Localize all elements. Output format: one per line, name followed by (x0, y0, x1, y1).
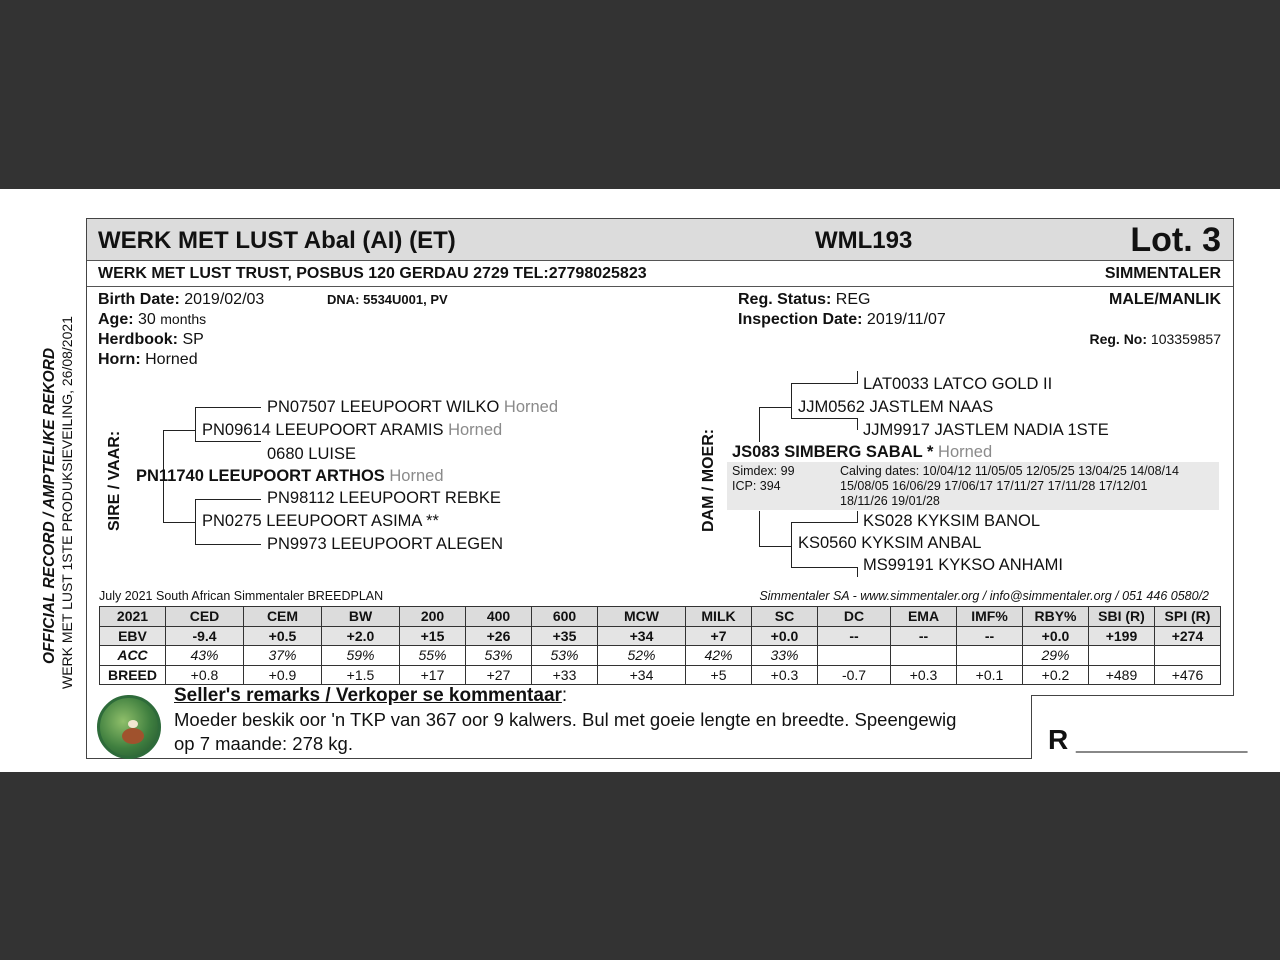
row-label-cell: 2021 (100, 607, 166, 627)
table-cell: MCW (598, 607, 686, 627)
accuracy-row (100, 646, 1221, 666)
table-cell (818, 646, 891, 666)
row-label-cell: EBV (100, 626, 166, 646)
lot-number: Lot. 3 (1130, 221, 1221, 259)
table-cell: -- (957, 626, 1023, 646)
ebv-header-row (100, 607, 1221, 627)
age-row (98, 311, 206, 329)
simmentaler-logo (97, 695, 161, 759)
table-cell: CED (166, 607, 244, 627)
table-cell: +0.2 (1023, 665, 1089, 685)
table-cell: +274 (1155, 626, 1221, 646)
card-header (87, 219, 1233, 261)
table-cell: +0.3 (752, 665, 818, 685)
table-cell: SBI (R) (1089, 607, 1155, 627)
remarks-title: Seller's remarks / Verkoper se kommentaar (174, 685, 562, 706)
table-cell: 52% (598, 646, 686, 666)
dam-sire-dam: JJM9917 JASTLEM NADIA 1STE (863, 421, 1109, 439)
table-cell: MILK (686, 607, 752, 627)
table-cell: EMA (891, 607, 957, 627)
table-cell: +17 (400, 665, 466, 685)
table-cell: 53% (466, 646, 532, 666)
sire-dam-dam: PN9973 LEEUPOORT ALEGEN (267, 535, 504, 553)
pedigree-line (163, 522, 195, 523)
table-cell: 29% (1023, 646, 1089, 666)
horn-value: Horned (145, 351, 198, 368)
table-cell: +489 (1089, 665, 1155, 685)
reg-status-row (738, 291, 870, 309)
table-cell: 37% (244, 646, 322, 666)
table-cell: DC (818, 607, 891, 627)
dam-dam: KS0560 KYKSIM ANBAL (798, 534, 982, 552)
birth-date-value: 2019/02/03 (184, 291, 265, 308)
table-cell (1089, 646, 1155, 666)
table-cell: +2.0 (322, 626, 400, 646)
breed-name: SIMMENTALER (1104, 265, 1221, 282)
pedigree-line (759, 511, 760, 547)
pedigree-line (791, 522, 792, 568)
dam-sire: JJM0562 JASTLEM NAAS (798, 398, 994, 416)
calving-info-box (727, 462, 1219, 510)
pedigree-line (195, 407, 196, 442)
row-label-cell: BREED (100, 665, 166, 685)
table-cell: +7 (686, 626, 752, 646)
table-cell: +34 (598, 665, 686, 685)
simdex-value: Simdex: 99 (732, 464, 795, 478)
dam-sire-sire: LAT0033 LATCO GOLD II (863, 375, 1053, 393)
sire-name: PN11740 LEEUPOORT ARTHOS (136, 467, 385, 485)
table-cell: 53% (532, 646, 598, 666)
pedigree-line (857, 511, 858, 523)
reg-no-label: Reg. No: (1089, 331, 1148, 347)
owner-row (87, 261, 1233, 287)
pedigree-line (857, 567, 858, 577)
sire-dam-sire: PN98112 LEEUPOORT REBKE (267, 489, 501, 507)
table-cell (891, 646, 957, 666)
table-cell: 400 (466, 607, 532, 627)
table-cell: 33% (752, 646, 818, 666)
animal-name: WERK MET LUST Abal (AI) (ET) (98, 227, 456, 254)
reg-no-row (1089, 331, 1221, 347)
table-cell: 200 (400, 607, 466, 627)
auction-label: WERK MET LUST 1STE PRODUKSIEVEILING, 26/08/2021 (59, 316, 75, 689)
sire-dam: PN0275 LEEUPOORT ASIMA ** (202, 512, 439, 530)
table-cell: +35 (532, 626, 598, 646)
dam-dam-dam: MS99191 KYKSO ANHAMI (863, 556, 1063, 574)
table-cell: 43% (166, 646, 244, 666)
dna-info: DNA: 5534U001, PV (327, 292, 448, 307)
table-cell: +199 (1089, 626, 1155, 646)
table-cell: BW (322, 607, 400, 627)
sex-label: MALE/MANLIK (1109, 291, 1221, 308)
dam-side-label: DAM / MOER: (700, 428, 717, 532)
ebv-table (99, 606, 1221, 685)
pedigree-line (195, 407, 261, 408)
inspection-value: 2019/11/07 (866, 311, 946, 328)
sire-horn: Horned (389, 467, 444, 485)
age-unit: months (160, 311, 207, 327)
pedigree-line (759, 407, 791, 408)
remarks-heading (174, 685, 567, 707)
herdbook-value: SP (182, 331, 204, 348)
table-cell: +0.0 (752, 626, 818, 646)
table-cell: IMF% (957, 607, 1023, 627)
catalogue-page (0, 189, 1280, 772)
herdbook-row (98, 331, 204, 349)
sire-sire-sire-horn: Horned (503, 398, 559, 416)
table-cell: -9.4 (166, 626, 244, 646)
sire-sire-dam: 0680 LUISE (267, 445, 356, 463)
calving-dates-line1: Calving dates: 10/04/12 11/05/05 12/05/25 13/04/25 14/08/14 (840, 464, 1179, 478)
remarks-colon: : (561, 685, 568, 706)
reg-no-value: 103359857 (1150, 331, 1221, 347)
table-cell: -- (818, 626, 891, 646)
table-cell: RBY% (1023, 607, 1089, 627)
pedigree-line (759, 407, 760, 442)
table-cell: +27 (466, 665, 532, 685)
table-cell: +0.1 (957, 665, 1023, 685)
sire-sire-sire (267, 398, 558, 417)
table-cell: -0.7 (818, 665, 891, 685)
table-cell: +26 (466, 626, 532, 646)
herdbook-label: Herdbook: (98, 331, 178, 348)
calving-dates-line2: 15/08/05 16/06/29 17/06/17 17/11/27 17/11/28 17/12/01 (840, 479, 1148, 493)
sire (136, 467, 444, 486)
contact-note: Simmentaler SA - www.simmentaler.org / info@simmentaler.org / 051 446 0580/2 (759, 589, 1209, 603)
breed-average-row (100, 665, 1221, 685)
official-record-label: OFFICIAL RECORD / AMPTELIKE REKORD (41, 347, 58, 664)
row-label-cell: ACC (100, 646, 166, 666)
table-cell: +476 (1155, 665, 1221, 685)
dam-horn: Horned (938, 443, 993, 461)
pedigree-line (195, 499, 196, 545)
sire-sire-name: PN09614 LEEUPOORT ARAMIS (202, 421, 444, 439)
table-cell: 600 (532, 607, 598, 627)
pedigree-line (791, 418, 857, 419)
table-cell: +0.9 (244, 665, 322, 685)
table-cell (957, 646, 1023, 666)
pedigree-line (163, 430, 195, 431)
pedigree-line (791, 522, 857, 523)
reg-status-value: REG (835, 291, 871, 308)
table-cell: +15 (400, 626, 466, 646)
price-box (1031, 695, 1248, 759)
dam-name: JS083 SIMBERG SABAL * (732, 443, 934, 461)
sire-sire (202, 421, 502, 440)
breedplan-note: July 2021 South African Simmentaler BREEDPLAN (99, 589, 384, 603)
remarks-line1: Moeder beskik oor 'n TKP van 367 oor 9 kalwers. Bul met goeie lengte en breedte. Speengewig (174, 709, 957, 730)
pedigree-line (791, 383, 792, 419)
table-cell (1155, 646, 1221, 666)
horn-label: Horn: (98, 351, 141, 368)
animal-id: WML193 (815, 227, 913, 254)
reg-status-label: Reg. Status: (738, 291, 832, 308)
table-cell: +1.5 (322, 665, 400, 685)
pedigree-line (857, 418, 858, 430)
table-cell: +0.8 (166, 665, 244, 685)
ebv-values-row (100, 626, 1221, 646)
pedigree-line (759, 546, 791, 547)
birth-date-label: Birth Date: (98, 291, 180, 308)
table-cell: +0.5 (244, 626, 322, 646)
table-cell: +0.0 (1023, 626, 1089, 646)
table-cell: 42% (686, 646, 752, 666)
dam (732, 443, 992, 462)
table-cell: 59% (322, 646, 400, 666)
lot-card (86, 218, 1248, 759)
table-cell: 55% (400, 646, 466, 666)
table-cell: +5 (686, 665, 752, 685)
inspection-row (738, 311, 946, 329)
birth-date-row (98, 291, 264, 309)
table-cell: SPI (R) (1155, 607, 1221, 627)
pedigree-line (791, 567, 857, 568)
pedigree-line (195, 441, 261, 442)
pedigree-line (195, 544, 261, 545)
pedigree-line (195, 499, 261, 500)
pedigree-line (791, 383, 857, 384)
age-value: 30 (138, 311, 156, 328)
table-cell: +34 (598, 626, 686, 646)
icp-value: ICP: 394 (732, 479, 781, 493)
sire-side-label: SIRE / VAAR: (106, 430, 123, 531)
sire-sire-horn: Horned (448, 421, 503, 439)
table-cell: SC (752, 607, 818, 627)
inspection-label: Inspection Date: (738, 311, 863, 328)
pedigree-line (857, 371, 858, 384)
age-label: Age: (98, 311, 134, 328)
sire-sire-sire-name: PN07507 LEEUPOORT WILKO (267, 398, 500, 416)
table-cell: +0.3 (891, 665, 957, 685)
calving-dates-line3: 18/11/26 19/01/28 (840, 494, 940, 508)
table-cell: +33 (532, 665, 598, 685)
table-cell: CEM (244, 607, 322, 627)
price-field[interactable]: R ___________ (1048, 724, 1248, 755)
table-cell: -- (891, 626, 957, 646)
owner-address: WERK MET LUST TRUST, POSBUS 120 GERDAU 2729 TEL:27798025823 (98, 265, 647, 282)
horn-row (98, 351, 198, 369)
remarks-line2: op 7 maande: 278 kg. (174, 733, 353, 754)
dam-dam-sire: KS028 KYKSIM BANOL (863, 512, 1040, 530)
